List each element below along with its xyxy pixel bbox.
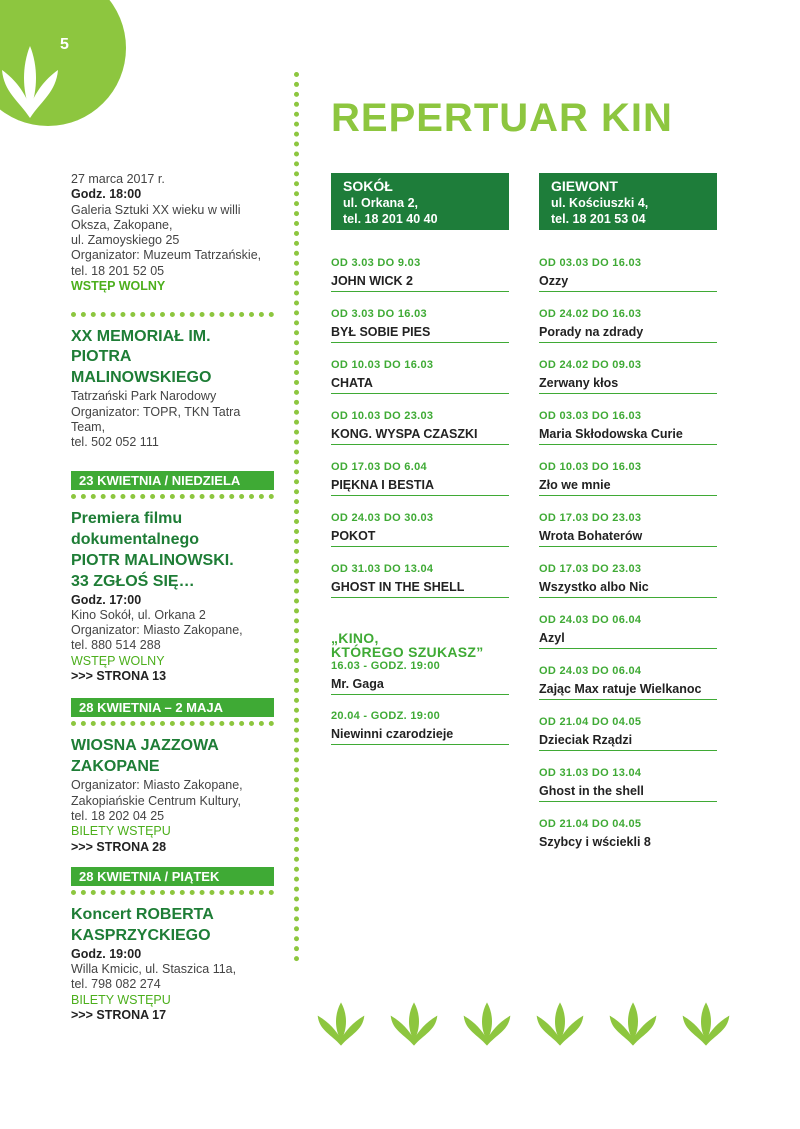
film-title: Zerwany kłos [539,374,717,394]
date-range: OD 3.03 DO 16.03 [331,308,427,320]
list-item [331,460,509,511]
film-title: Ghost in the shell [539,782,717,802]
event-time: Godz. 19:00 [71,946,142,961]
list-item [331,256,509,307]
event-title: PIOTR MALINOWSKI. [71,551,234,569]
event-memorial [71,326,274,450]
date-range: OD 21.04 DO 04.05 [539,716,642,728]
event-line: tel. 18 202 04 25 [71,808,165,823]
page-number: 5 [60,36,69,53]
event-line: ul. Zamoyskiego 25 [71,233,180,248]
page-title: REPERTUAR KIN [331,96,673,140]
list-item [539,613,717,664]
film-title: KONG. WYSPA CZASZKI [331,425,509,445]
date-range: OD 24.03 DO 30.03 [331,512,434,524]
date-range: OD 21.04 DO 04.05 [539,818,642,830]
date-range: OD 24.03 DO 06.04 [539,665,642,677]
film-title: PIĘKNA I BESTIA [331,476,509,496]
leaf-icon [535,1000,585,1048]
film-title: Niewinni czarodzieje [331,725,509,745]
film-title: Zając Max ratuje Wielkanoc [539,680,717,700]
list-item [331,307,509,358]
event-line: Willa Kmicic, ul. Staszica 11a, [71,962,237,977]
event-entry: WSTĘP WOLNY [71,653,165,668]
event-title: Premiera filmu [71,509,183,527]
event-jazz [71,735,274,854]
event-time: Godz. 17:00 [71,592,142,607]
leaf-icon [462,1000,512,1048]
film-title: Zło we mnie [539,476,717,496]
list-item [331,511,509,562]
date-range: 20.04 - GODZ. 19:00 [331,710,441,722]
event-entry: BILETY WSTĘPU [71,992,171,1007]
event-title: ZAKOPANE [71,758,160,776]
date-range: OD 10.03 DO 23.03 [331,410,434,422]
events-column [71,172,274,1023]
date-range: OD 10.03 DO 16.03 [539,461,642,473]
cinema-phone: tel. 18 201 53 04 [551,212,646,226]
date-range: OD 31.03 DO 13.04 [331,563,434,575]
list-item [539,307,717,358]
special-program-title: KTÓREGO SZUKASZ” [331,644,484,660]
list-item [539,817,717,868]
dotted-divider [71,721,274,726]
list-item [539,664,717,715]
event-time: Godz. 18:00 [71,187,142,202]
event-title: XX MEMORIAŁ IM. [71,328,211,346]
date-range: OD 03.03 DO 16.03 [539,410,642,422]
list-item [539,562,717,613]
dotted-divider [71,494,274,499]
event-line: Oksza, Zakopane, [71,217,173,232]
event-line: tel. 880 514 288 [71,638,161,653]
leaf-icon [681,1000,731,1048]
date-range: OD 03.03 DO 16.03 [539,257,642,269]
film-title: Maria Skłodowska Curie [539,425,717,445]
film-title: Dzieciak Rządzi [539,731,717,751]
special-program-title: „KINO, [331,630,379,646]
film-title: Azyl [539,629,717,649]
date-bar: 23 KWIETNIA / NIEDZIELA [71,471,274,490]
event-title: Koncert ROBERTA [71,905,214,923]
showtimes-list [539,256,717,868]
list-item [331,358,509,409]
list-item [331,709,509,759]
showtimes-list [331,256,509,613]
cinema-phone: tel. 18 201 40 40 [343,212,438,226]
event-date: 27 marca 2017 r. [71,172,165,186]
date-range: OD 17.03 DO 23.03 [539,512,642,524]
list-item [539,766,717,817]
event-title: dokumentalnego [71,530,200,548]
event-line: Tatrzański Park Narodowy [71,389,217,404]
event-line: tel. 18 201 52 05 [71,263,165,278]
cinema-header [331,173,509,230]
film-title: Ozzy [539,272,717,292]
date-range: OD 24.02 DO 16.03 [539,308,642,320]
film-title: GHOST IN THE SHELL [331,578,509,598]
date-bar: 28 KWIETNIA / PIĄTEK [71,867,274,886]
cinema-name: SOKÓŁ [343,178,393,194]
cinema-header [539,173,717,230]
event-title: KASPRZYCKIEGO [71,926,211,944]
event-title: WIOSNA JAZZOWA [71,737,219,755]
page-reference-link[interactable]: >>> STRONA 13 [71,669,167,684]
event-entry: WSTĘP WOLNY [71,279,166,294]
list-item [539,511,717,562]
cinema-giewont [539,173,717,868]
cinema-sokol [331,173,509,759]
film-title: Wszystko albo Nic [539,578,717,598]
date-range: OD 31.03 DO 13.04 [539,767,642,779]
film-title: Szybcy i wściekli 8 [539,835,651,849]
event-title: PIOTRA MALINOWSKIEGO [71,348,212,387]
event-title: 33 ZGŁOŚ SIĘ… [71,572,195,590]
page-reference-link[interactable]: >>> STRONA 17 [71,1008,167,1023]
cinema-name: GIEWONT [551,178,618,194]
event-line: Organizator: Miasto Zakopane, [71,623,243,638]
event-line: Organizator: TOPR, TKN Tatra Team, [71,404,241,434]
special-program [331,631,509,759]
event-line: tel. 502 052 111 [71,435,159,450]
film-title: POKOT [331,527,509,547]
film-title: Mr. Gaga [331,675,509,695]
date-range: 16.03 - GODZ. 19:00 [331,660,441,672]
event-line: Zakopiańskie Centrum Kultury, [71,793,241,808]
date-bar: 28 KWIETNIA – 2 MAJA [71,698,274,717]
film-title: CHATA [331,374,509,394]
cinema-address: ul. Kościuszki 4, [551,196,649,210]
vertical-divider [294,72,299,962]
list-item [539,256,717,307]
event-entry: BILETY WSTĘPU [71,824,171,839]
event-line: tel. 798 082 274 [71,977,161,992]
date-range: OD 17.03 DO 23.03 [539,563,642,575]
event-line: Organizator: Miasto Zakopane, [71,778,243,793]
film-title: Wrota Bohaterów [539,527,717,547]
event-line: Organizator: Muzeum Tatrzańskie, [71,248,262,263]
date-range: OD 24.02 DO 09.03 [539,359,642,371]
list-item [539,358,717,409]
dotted-divider [71,312,274,317]
event-line: Galeria Sztuki XX wieku w willi [71,202,241,217]
event-line: Kino Sokół, ul. Orkana 2 [71,607,206,622]
list-item [539,715,717,766]
list-item [331,562,509,613]
list-item [331,659,509,709]
list-item [539,460,717,511]
list-item [539,409,717,460]
date-range: OD 3.03 DO 9.03 [331,257,421,269]
date-range: OD 10.03 DO 16.03 [331,359,434,371]
cinema-address: ul. Orkana 2, [343,196,419,210]
dotted-divider [71,890,274,895]
event-concert [71,904,274,1023]
event-gallery [71,172,274,294]
leaf-icon [0,40,60,120]
leaf-icon [389,1000,439,1048]
decorative-leaves [316,1000,732,1048]
date-range: OD 24.03 DO 06.04 [539,614,642,626]
leaf-icon [608,1000,658,1048]
date-range: OD 17.03 DO 6.04 [331,461,427,473]
leaf-icon [316,1000,366,1048]
film-title: Porady na zdrady [539,323,717,343]
film-title: JOHN WICK 2 [331,272,509,292]
page-reference-link[interactable]: >>> STRONA 28 [71,839,167,854]
list-item [331,409,509,460]
event-premiere [71,508,274,685]
film-title: BYŁ SOBIE PIES [331,323,509,343]
